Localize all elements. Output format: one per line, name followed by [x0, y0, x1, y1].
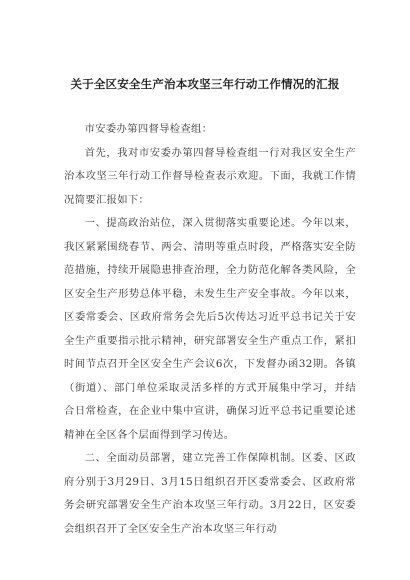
document-body	[64, 118, 356, 541]
document-title: 关于全区安全生产治本攻坚三年行动工作情况的汇报	[70, 77, 340, 91]
paragraph-section-2: 二、全面动员部署，建立完善工作保障机制。区委、区政府分别于3月29日、3月15日组织召开区委常委会、区政府常务会研究部署安全生产治本攻坚三年行动。3月22日，区安委会组织召开了全区安全生产治本攻坚三年行动	[64, 452, 356, 535]
paragraph-section-1: 一、提高政治站位，深入贯彻落实重要论述。今年以来，我区紧紧围绕春节、两会、清明等重点时段，严格落实安全防范措施，持续开展隐患排查治理，全力防范化解各类风险，全区安全生产形势总体平稳，未发生生产安全事故。今年以来，区委常委会、区政府常务会先后5次传达习近平总书记关于安全生产重要指示批示精神，研究部署安全生产重点工作，紧扣时间节点召开全区安全生产会议6次，下发督办函32期。各镇（街道）、部门单位采取灵活多样的方式开展集中学习，并结合日常检查，在企业中集中宣讲，确保习近平总书记重要论述精神在全区各个层面得到学习传达。	[64, 217, 356, 441]
paragraph-intro: 首先，我对市安委办第四督导检查组一行对我区安全生产治本攻坚三年行动工作督导检查表示欢迎。下面，我就工作情况简要汇报如下：	[64, 146, 356, 206]
salutation: 市安委办第四督导检查组：	[84, 123, 213, 135]
